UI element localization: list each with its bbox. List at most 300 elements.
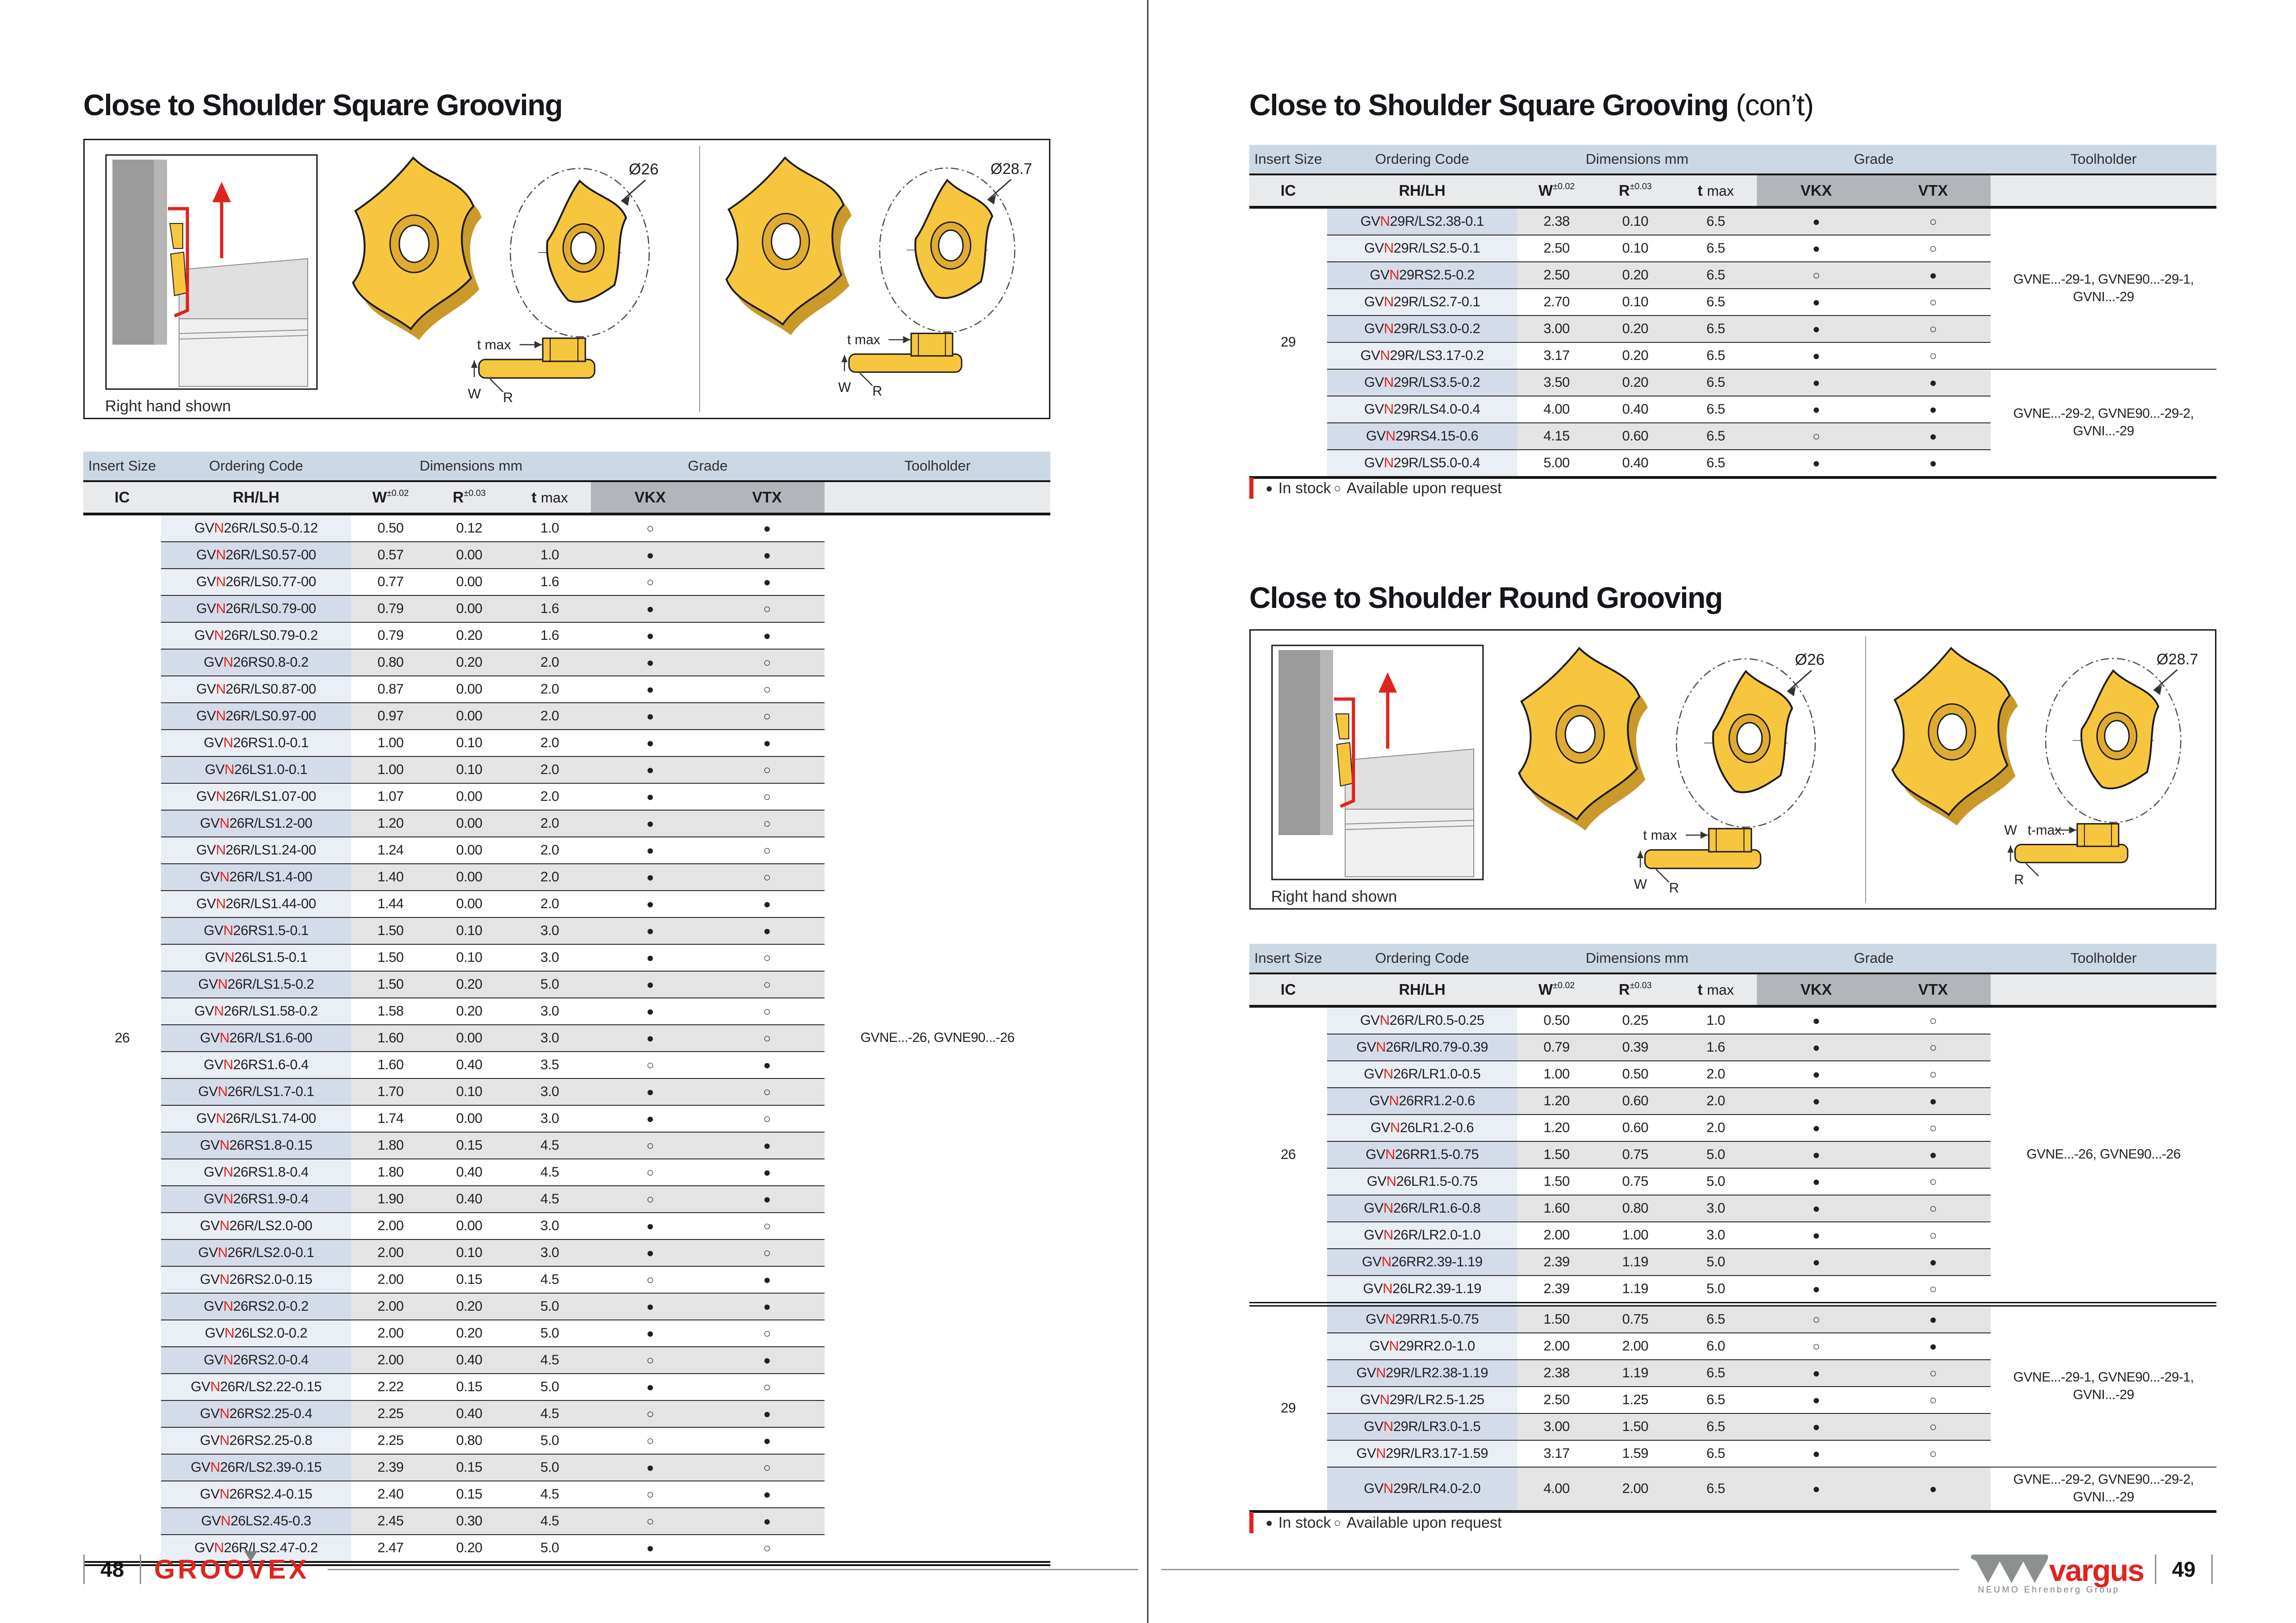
grade-vtx-cell: ○ [709,1535,825,1564]
ordering-code-cell: GVN26R/LS1.44-00 [161,891,351,917]
dim-w-cell: 2.50 [1517,235,1596,262]
in-stock-icon: ● [1266,481,1273,495]
grade-vkx-cell: ○ [1757,1333,1875,1360]
ordering-code-cell: GVN26R/LS1.2-00 [161,810,351,837]
dim-w-cell: 0.97 [351,703,430,730]
dim-r-cell: 0.40 [430,1052,509,1078]
ordering-code-cell: GVN26R/LS2.39-0.15 [161,1454,351,1481]
tmax-cell: 2.0 [1675,1115,1757,1141]
dim-r-cell: 0.00 [430,569,509,595]
grade-vkx-cell: ● [1757,1141,1875,1168]
grade-vtx-cell: ● [1875,1467,1991,1511]
tmax-cell: 1.0 [509,542,591,569]
tmax-cell: 1.6 [509,569,591,595]
dim-w-cell: 2.70 [1517,289,1596,316]
grade-vtx-cell: ○ [709,1454,825,1481]
col-header-grade: Grade [1757,944,1991,973]
dim-w-cell: 2.00 [351,1213,430,1239]
tmax-cell: 5.0 [509,1427,591,1454]
tmax-cell: 2.0 [509,837,591,864]
tmax-cell: 6.5 [1675,396,1757,423]
round-grooving-illustration [1249,629,2216,910]
dim-w-cell: 0.79 [351,622,430,649]
dim-r-cell: 0.20 [430,998,509,1025]
grade-vtx-cell: ● [709,730,825,756]
dim-w-cell: 3.17 [1517,1440,1596,1467]
col-header-dimensions: Dimensions mm [351,452,591,481]
r-label: R [872,384,882,396]
col-header-toolholder-blank [1991,973,2216,1006]
dim-w-cell: 0.77 [351,569,430,595]
grade-vtx-cell: ● [1875,1304,1991,1333]
grade-vtx-cell: ● [1875,396,1991,423]
grade-vtx-cell: ○ [1875,316,1991,342]
dim-w-cell: 1.20 [351,810,430,837]
grade-vtx-cell: ● [709,1132,825,1159]
dim-r-cell: 0.15 [430,1481,509,1508]
col-header-vtx: VTX [1875,973,1991,1006]
col-header-insert-size: Insert Size [83,452,161,481]
grade-vkx-cell: ● [1757,289,1875,316]
ordering-code-cell: GVN26LS1.0-0.1 [161,756,351,783]
dim-w-cell: 1.00 [351,756,430,783]
grade-vtx-cell: ● [709,1052,825,1078]
dim-w-cell: 2.39 [1517,1276,1596,1304]
dim-w-cell: 2.00 [351,1239,430,1266]
tmax-cell: 1.0 [1675,1006,1757,1034]
ordering-code-cell: GVN26RR1.5-0.75 [1327,1141,1517,1168]
grade-vtx-cell: ● [709,1293,825,1320]
insert-front-view [2046,651,2198,823]
square-grooving-table [83,452,1050,1566]
dim-w-cell: 0.87 [351,676,430,703]
grade-vkx-cell: ● [1757,342,1875,369]
dim-w-cell: 1.50 [351,971,430,998]
tmax-cell: 3.0 [509,1239,591,1266]
diameter-label: Ø28.7 [2156,650,2198,668]
grade-vtx-cell: ○ [1875,1413,1991,1440]
ordering-code-cell: GVN26RS2.0-0.2 [161,1293,351,1320]
dim-r-cell: 0.00 [430,864,509,891]
ordering-code-cell: GVN26R/LR0.79-0.39 [1327,1034,1517,1061]
available-icon: ○ [1334,1515,1341,1530]
dim-w-cell: 1.50 [351,944,430,971]
dim-r-cell: 0.12 [430,514,509,542]
illustration-divider [1865,636,1866,903]
r-label: R [503,390,513,403]
tmax-cell: 2.0 [509,730,591,756]
ordering-code-cell: GVN29R/LR3.0-1.5 [1327,1413,1517,1440]
grade-vtx-cell: ○ [709,783,825,810]
vargus-tagline: NEUMO Ehrenberg Group [1978,1585,2120,1595]
tmax-cell: 4.5 [509,1186,591,1213]
grade-vtx-cell: ○ [1875,1115,1991,1141]
page-gutter-divider [1147,0,1148,1623]
tmax-cell: 2.0 [509,891,591,917]
ordering-code-cell: GVN26R/LS0.87-00 [161,676,351,703]
dim-w-cell: 2.40 [351,1481,430,1508]
grade-vkx-cell: ● [591,1320,709,1347]
ordering-code-cell: GVN26LR1.2-0.6 [1327,1115,1517,1141]
col-header-tmax: t max [1675,973,1757,1006]
ordering-code-cell: GVN26R/LR1.6-0.8 [1327,1195,1517,1222]
tmax-cell: 1.6 [509,595,591,622]
legend-accent-bar [1249,477,1253,499]
col-header-r: $R^{\pm 0.03}$ [430,481,509,514]
grade-vkx-cell: ● [591,837,709,864]
col-header-grade: Grade [1757,145,1991,174]
grade-vtx-cell: ● [1875,369,1991,396]
ordering-code-cell: GVN26RS1.5-0.1 [161,917,351,944]
col-header-toolholder-blank [1991,174,2216,207]
dim-w-cell: 2.00 [351,1266,430,1293]
table-group-header [1249,145,2216,174]
dim-r-cell: 0.40 [430,1159,509,1186]
dim-w-cell: 1.20 [1517,1115,1596,1141]
col-header-toolholder: Toolholder [1991,944,2216,973]
page-title-right: Close to Shoulder Square Grooving (con’t) [1249,88,1813,122]
tmax-cell: 6.5 [1675,235,1757,262]
diameter-label: Ø28.7 [990,160,1032,178]
ordering-code-cell: GVN26LR1.5-0.75 [1327,1168,1517,1195]
col-header-vkx: VKX [1757,174,1875,207]
table-group-header [83,452,1050,481]
grade-vkx-cell: ● [1757,316,1875,342]
grade-vkx-cell: ● [1757,1360,1875,1387]
dim-r-cell: 0.60 [1596,1088,1675,1115]
tmax-cell: 5.0 [1675,1276,1757,1304]
tmax-cell: 6.5 [1675,1413,1757,1440]
col-header-w: $W^{\pm 0.02}$ [1517,973,1596,1006]
grade-vkx-cell: ○ [591,1132,709,1159]
dim-w-cell: 2.38 [1517,1360,1596,1387]
dim-r-cell: 0.10 [430,1078,509,1105]
dim-r-cell: 1.50 [1596,1413,1675,1440]
dim-w-cell: 1.44 [351,891,430,917]
dim-r-cell: 0.00 [430,1105,509,1132]
tmax-cell: 5.0 [509,1293,591,1320]
dim-w-cell: 2.00 [1517,1222,1596,1249]
ordering-code-cell: GVN29R/LR2.5-1.25 [1327,1387,1517,1413]
grade-vtx-cell: ● [1875,423,1991,450]
in-stock-icon: ● [1266,1515,1273,1530]
col-header-toolholder: Toolholder [1991,145,2216,174]
diameter-label: Ø26 [629,161,659,178]
col-header-vkx: VKX [1757,973,1875,1006]
dim-r-cell: 0.15 [430,1374,509,1400]
grade-vkx-cell: ○ [1757,262,1875,289]
table-group-header [1249,944,2216,973]
grade-vtx-cell: ● [709,569,825,595]
dim-r-cell: 0.20 [1596,316,1675,342]
dim-w-cell: 4.00 [1517,1467,1596,1511]
ordering-code-cell: GVN29RR2.0-1.0 [1327,1333,1517,1360]
grade-vtx-cell: ○ [709,756,825,783]
dim-r-cell: 0.00 [430,783,509,810]
grade-vkx-cell: ● [591,676,709,703]
dim-w-cell: 1.50 [1517,1141,1596,1168]
grade-vtx-cell: ○ [709,810,825,837]
dim-r-cell: 0.25 [1596,1006,1675,1034]
dim-r-cell: 0.20 [430,649,509,676]
dim-w-cell: 1.50 [1517,1304,1596,1333]
dim-r-cell: 0.75 [1596,1168,1675,1195]
insert-3d-view [726,158,852,335]
machining-diagram [1271,644,1484,880]
grade-vtx-cell: ○ [709,1374,825,1400]
dim-r-cell: 0.40 [430,1400,509,1427]
grade-vtx-cell: ● [709,1400,825,1427]
ordering-code-cell: GVN26R/LS0.77-00 [161,569,351,595]
grade-vkx-cell: ● [591,944,709,971]
footer-rule [140,1555,141,1584]
insert-side-view [838,333,962,396]
col-header-insert-size: Insert Size [1249,944,1327,973]
ordering-code-cell: GVN26RS2.25-0.8 [161,1427,351,1454]
page-title-left: Close to Shoulder Square Grooving [83,88,563,122]
col-header-vtx: VTX [709,481,825,514]
grade-vkx-cell: ○ [591,514,709,542]
grade-vtx-cell: ○ [709,1025,825,1052]
grade-vkx-cell: ● [1757,1387,1875,1413]
tmax-cell: 6.5 [1675,342,1757,369]
round-grooving-title: Close to Shoulder Round Grooving [1249,581,1723,614]
r-label: R [1669,880,1679,893]
tmax-cell: 3.0 [509,998,591,1025]
grade-vtx-cell: ● [709,622,825,649]
insert-3d-view [353,158,482,340]
ordering-code-cell: GVN26RS2.0-0.4 [161,1347,351,1374]
ordering-code-cell: GVN26R/LS2.22-0.15 [161,1374,351,1400]
grade-vtx-cell: ● [709,1481,825,1508]
ordering-code-cell: GVN26R/LS1.6-00 [161,1025,351,1052]
dim-w-cell: 2.38 [1517,207,1596,235]
grade-vkx-cell: ○ [1757,423,1875,450]
tmax-cell: 4.5 [509,1508,591,1535]
insert-side-view [468,337,595,403]
tmax-label: t-max. [2028,823,2066,838]
dim-r-cell: 0.00 [430,676,509,703]
dim-r-cell: 0.00 [430,1025,509,1052]
tmax-cell: 5.0 [1675,1249,1757,1276]
tmax-cell: 2.0 [509,676,591,703]
grade-vtx-cell: ○ [709,864,825,891]
ordering-code-cell: GVN29R/LS2.7-0.1 [1327,289,1517,316]
dim-w-cell: 1.00 [1517,1061,1596,1088]
grade-vtx-cell: ○ [1875,1034,1991,1061]
diameter-label: Ø26 [1795,651,1825,669]
tmax-cell: 3.0 [1675,1195,1757,1222]
grade-vtx-cell: ○ [1875,1168,1991,1195]
grade-vtx-cell: ● [1875,450,1991,477]
dim-r-cell: 0.15 [430,1132,509,1159]
grade-vkx-cell: ○ [591,1266,709,1293]
insert-front-view [880,161,1032,332]
tmax-cell: 4.5 [509,1132,591,1159]
dim-w-cell: 2.00 [351,1320,430,1347]
dim-w-cell: 4.15 [1517,423,1596,450]
col-header-rhlh: RH/LH [1327,973,1517,1006]
col-header-ic: IC [1249,174,1327,207]
grade-vkx-cell: ● [591,649,709,676]
legend-accent-bar [1249,1512,1253,1533]
col-header-ordering-code: Ordering Code [1327,944,1517,973]
grade-vtx-cell: ○ [709,703,825,730]
vargus-mark [1970,1555,2049,1584]
square-grooving-cont-table [1249,145,2216,479]
grade-vkx-cell: ● [591,783,709,810]
table-row [83,514,1050,542]
dim-w-cell: 2.47 [351,1535,430,1564]
grade-vtx-cell: ○ [709,971,825,998]
tmax-cell: 5.0 [509,971,591,998]
grade-vkx-cell: ○ [591,1347,709,1374]
col-header-tmax: t max [1675,174,1757,207]
tmax-cell: 6.5 [1675,289,1757,316]
dim-r-cell: 1.19 [1596,1360,1675,1387]
ordering-code-cell: GVN26R/LS1.5-0.2 [161,971,351,998]
ordering-code-cell: GVN26RS1.6-0.4 [161,1052,351,1078]
dim-r-cell: 0.00 [430,1213,509,1239]
grade-vtx-cell: ○ [709,649,825,676]
dim-w-cell: 1.50 [1517,1168,1596,1195]
ordering-code-cell: GVN29RR1.5-0.75 [1327,1304,1517,1333]
tmax-cell: 3.0 [509,944,591,971]
dim-r-cell: 0.20 [1596,369,1675,396]
tmax-cell: 5.0 [509,1320,591,1347]
dim-r-cell: 0.20 [1596,262,1675,289]
ordering-code-cell: GVN26R/LS0.79-0.2 [161,622,351,649]
grade-vkx-cell: ● [1757,1034,1875,1061]
grade-vtx-cell: ○ [1875,342,1991,369]
grade-vkx-cell: ● [591,1454,709,1481]
tmax-cell: 6.5 [1675,262,1757,289]
grade-vtx-cell: ○ [709,1105,825,1132]
grade-vtx-cell: ● [709,1159,825,1186]
grade-vtx-cell: ○ [709,1320,825,1347]
tmax-cell: 3.0 [509,1105,591,1132]
grade-vtx-cell: ● [709,917,825,944]
dim-r-cell: 0.00 [430,837,509,864]
tmax-cell: 6.5 [1675,1467,1757,1511]
ordering-code-cell: GVN26RS1.8-0.15 [161,1132,351,1159]
grade-vtx-cell: ○ [709,1239,825,1266]
ordering-code-cell: GVN26R/LS1.4-00 [161,864,351,891]
dim-w-cell: 1.07 [351,783,430,810]
grade-vtx-cell: ○ [709,944,825,971]
grade-vtx-cell: ○ [709,837,825,864]
table-row [1249,1006,2216,1034]
grade-vkx-cell: ● [1757,369,1875,396]
dim-w-cell: 2.00 [351,1293,430,1320]
grade-vkx-cell: ● [591,1239,709,1266]
ordering-code-cell: GVN26R/LS1.58-0.2 [161,998,351,1025]
dim-w-cell: 3.17 [1517,342,1596,369]
grade-vtx-cell: ○ [709,676,825,703]
dim-r-cell: 0.15 [430,1454,509,1481]
grade-vkx-cell: ○ [591,1481,709,1508]
dim-w-cell: 2.39 [1517,1249,1596,1276]
grade-vtx-cell: ○ [709,998,825,1025]
available-label: Available upon request [1347,479,1502,496]
tmax-cell: 3.0 [509,1213,591,1239]
col-header-vtx: VTX [1875,174,1991,207]
insert-set-26 [335,153,686,403]
dim-r-cell: 0.50 [1596,1061,1675,1088]
insert-size-cell: 29 [1249,1304,1327,1511]
ordering-code-cell: GVN26LR2.39-1.19 [1327,1276,1517,1304]
grade-vtx-cell: ● [709,514,825,542]
grade-vkx-cell: ○ [591,1052,709,1078]
dim-w-cell: 3.50 [1517,369,1596,396]
tmax-cell: 2.0 [509,649,591,676]
col-header-w: $W^{\pm 0.02}$ [1517,174,1596,207]
grade-vtx-cell: ○ [709,1213,825,1239]
grade-vkx-cell: ○ [591,1427,709,1454]
ordering-code-cell: GVN26RR1.2-0.6 [1327,1088,1517,1115]
grade-vkx-cell: ● [591,971,709,998]
dim-w-cell: 1.90 [351,1186,430,1213]
tmax-cell: 6.0 [1675,1333,1757,1360]
dim-r-cell: 0.10 [430,1239,509,1266]
ordering-code-cell: GVN26R/LR0.5-0.25 [1327,1006,1517,1034]
grade-vtx-cell: ● [1875,1088,1991,1115]
grade-vkx-cell: ● [1757,396,1875,423]
insert-set-26 [1501,644,1852,893]
grade-vkx-cell: ● [1757,1195,1875,1222]
illustration-caption: Right hand shown [1271,888,1397,905]
grade-vtx-cell: ● [1875,1141,1991,1168]
grade-vtx-cell: ○ [1875,1222,1991,1249]
dim-w-cell: 1.80 [351,1159,430,1186]
grade-vtx-cell: ● [709,1427,825,1454]
col-header-grade: Grade [591,452,825,481]
dim-w-cell: 1.00 [351,730,430,756]
dim-w-cell: 1.24 [351,837,430,864]
stock-legend [1249,1512,1502,1533]
dim-r-cell: 0.00 [430,542,509,569]
dim-w-cell: 2.00 [351,1347,430,1374]
grade-vkx-cell: ○ [591,1159,709,1186]
illustration-caption: Right hand shown [105,397,231,415]
grade-vtx-cell: ○ [1875,1276,1991,1304]
ordering-code-cell: GVN26R/LR1.0-0.5 [1327,1061,1517,1088]
dim-w-cell: 1.60 [1517,1195,1596,1222]
page-number-right: 49 [2172,1557,2196,1581]
tmax-cell: 5.0 [509,1374,591,1400]
vargus-wordmark: vargus [2049,1553,2144,1587]
table-row [1249,1467,2216,1511]
col-header-tmax: t max [509,481,591,514]
grade-vkx-cell: ● [1757,1168,1875,1195]
w-label: W [838,380,851,396]
ordering-code-cell: GVN26R/LS0.79-00 [161,595,351,622]
col-header-insert-size: Insert Size [1249,145,1327,174]
col-header-vkx: VKX [591,481,709,514]
col-header-r: $R^{\pm 0.03}$ [1596,174,1675,207]
ordering-code-cell: GVN26RS1.9-0.4 [161,1186,351,1213]
grade-vtx-cell: ○ [1875,1440,1991,1467]
w-label: W [1634,877,1647,892]
ordering-code-cell: GVN29R/LS2.5-0.1 [1327,235,1517,262]
dim-r-cell: 1.25 [1596,1387,1675,1413]
grade-vtx-cell: ● [1875,262,1991,289]
tmax-cell: 5.0 [509,1535,591,1564]
tmax-cell: 4.5 [509,1266,591,1293]
tmax-cell: 6.5 [1675,316,1757,342]
footer-line [328,1569,1138,1570]
dim-r-cell: 0.20 [430,1320,509,1347]
